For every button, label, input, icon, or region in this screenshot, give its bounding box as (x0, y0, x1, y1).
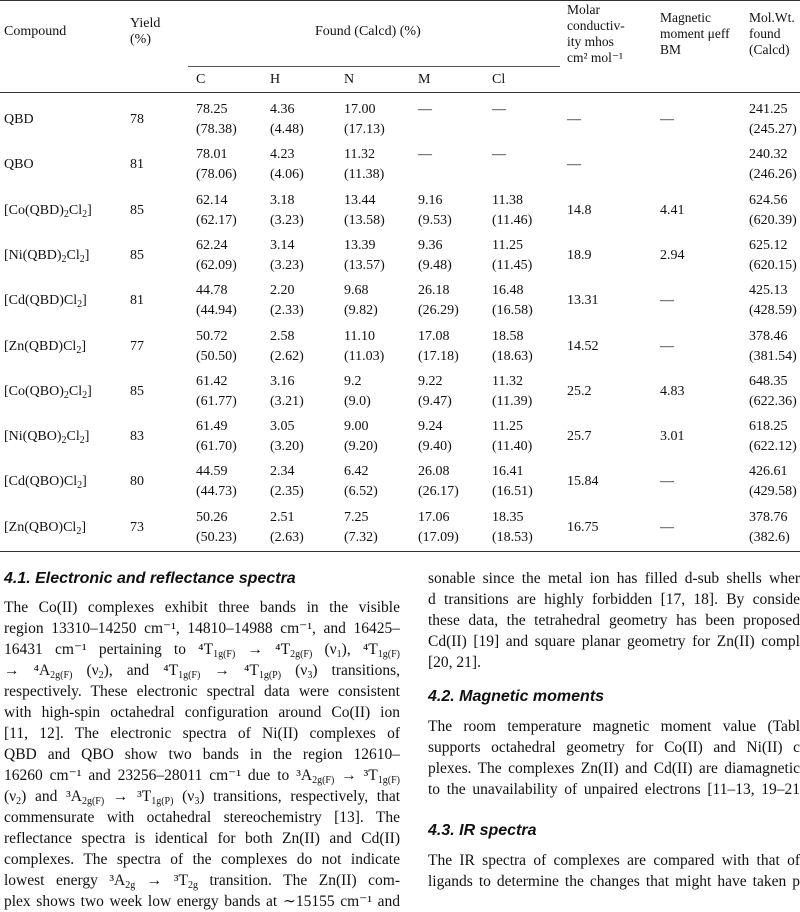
cell-c-found: 78.25 (196, 102, 228, 117)
paragraph-geometry (428, 568, 800, 673)
cell-yield: 73 (130, 519, 144, 535)
subheader-h: H (270, 72, 281, 87)
cell-c-calcd: (44.94) (196, 303, 237, 319)
cell-m-found: 17.08 (418, 328, 450, 344)
cell-n-calcd: (9.82) (344, 303, 378, 319)
cell-h-found: 3.16 (270, 373, 295, 389)
cell-h-found: 2.58 (270, 328, 295, 344)
text-line: to the unavailability of unpaired electrons [11–13, 19–21 (428, 781, 800, 798)
cell-n-calcd: (11.38) (344, 167, 385, 183)
cell-h-calcd: (3.21) (270, 393, 304, 409)
table-top-rule (0, 0, 800, 1)
cell-compound: $[Cd(QBD)Cl_2]$ (4, 293, 87, 311)
cell-cl-calcd: (11.45) (492, 257, 533, 273)
cell-n-found: 9.68 (344, 283, 369, 299)
header-molar-conductivity: Molar conductiv- ity mhos cm² mol⁻¹ (567, 2, 625, 65)
cell-cl-calcd: (16.51) (492, 484, 533, 500)
cell-n-calcd: (6.52) (344, 484, 378, 500)
paragraph-electronic-spectra (4, 597, 400, 912)
table-row (0, 234, 800, 279)
cell-mw-calcd: (429.58) (749, 484, 797, 500)
cell-molar: 25.7 (567, 429, 592, 445)
cell-yield: 80 (130, 474, 144, 490)
cell-c-found: 62.24 (196, 237, 228, 253)
cell-mag: — (660, 519, 674, 535)
cell-yield: 81 (130, 293, 144, 309)
text-line: 16260 cm⁻¹ and 23256–28011 cm⁻¹ due to $^3A_{2g(F)} \to ^3T_{1g(F)}$ (4, 767, 400, 786)
found-subheader-rule (188, 66, 560, 67)
header-compound: Compound (4, 24, 67, 39)
cell-mag: — (660, 338, 674, 354)
cell-molar: 13.31 (567, 293, 599, 309)
cell-m-found: 26.18 (418, 283, 450, 299)
cell-mw-found: 378.76 (749, 509, 788, 525)
cell-h-calcd: (4.48) (270, 122, 304, 137)
cell-mw-calcd: (622.12) (749, 439, 797, 455)
cell-molar: 14.52 (567, 338, 599, 354)
cell-mag: — (660, 112, 674, 127)
cell-n-found: 6.42 (344, 464, 369, 480)
cell-n-calcd: (7.32) (344, 529, 378, 545)
cell-compound: $[Ni(QBO)_2Cl_2]$ (4, 429, 90, 447)
text-line: The IR spectra of complexes are compared with that of (428, 852, 800, 869)
cell-c-calcd: (44.73) (196, 484, 237, 500)
cell-compound: $[Ni(QBD)_2Cl_2]$ (4, 247, 90, 265)
cell-m-calcd: (17.09) (418, 529, 459, 545)
cell-mw-calcd: (245.27) (749, 122, 797, 137)
text-line: d transitions are highly forbidden [17, 18]. By conside (428, 591, 800, 608)
cell-n-calcd: (13.57) (344, 257, 385, 273)
cell-mag: 4.83 (660, 383, 685, 399)
cell-mw-found: 426.61 (749, 464, 788, 480)
header-mol-wt: Mol.Wt. found (Calcd) (749, 10, 795, 57)
subheader-c: C (196, 72, 206, 87)
cell-cl-found: 18.35 (492, 509, 524, 525)
cell-yield: 78 (130, 112, 144, 127)
cell-c-found: 44.78 (196, 283, 228, 299)
text-line: these data, the tetrahedral geometry has been proposed (428, 612, 800, 629)
cell-h-calcd: (4.06) (270, 167, 304, 183)
cell-cl-calcd: (11.40) (492, 439, 533, 455)
text-line: complexes. The spectra of the complexes do not indicate (4, 851, 400, 868)
cell-h-found: 2.20 (270, 283, 295, 299)
cell-h-calcd: (2.62) (270, 348, 304, 364)
cell-c-calcd: (61.70) (196, 439, 237, 455)
cell-mw-calcd: (381.54) (749, 348, 797, 364)
cell-m-calcd: (26.29) (418, 303, 459, 319)
cell-compound: $[Zn(QBD)Cl_2]$ (4, 338, 86, 356)
text-line: The Co(II) complexes exhibit three bands in the visible (4, 599, 400, 616)
cell-cl-found: — (492, 147, 506, 163)
header-bottom-rule (0, 92, 800, 93)
cell-mw-found: 624.56 (749, 192, 788, 208)
paragraph-magnetic-moments (428, 716, 800, 800)
cell-c-found: 61.49 (196, 419, 228, 435)
cell-cl-calcd: (18.53) (492, 529, 533, 545)
cell-n-found: 7.25 (344, 509, 369, 525)
cell-mw-calcd: (620.39) (749, 212, 797, 228)
table-row (0, 325, 800, 370)
cell-h-found: 3.14 (270, 237, 295, 253)
cell-compound: $[Co(QBD)_2Cl_2]$ (4, 202, 92, 220)
cell-yield: 81 (130, 157, 144, 173)
cell-mw-calcd: (622.36) (749, 393, 797, 409)
cell-h-calcd: (3.23) (270, 212, 304, 228)
cell-compound: $[Cd(QBO)Cl_2]$ (4, 474, 87, 492)
cell-mw-calcd: (620.15) (749, 257, 797, 273)
cell-n-calcd: (11.03) (344, 348, 385, 364)
text-line: QBD and QBO show two bands in the region 12610– (4, 746, 400, 763)
cell-n-found: 11.10 (344, 328, 375, 344)
cell-n-found: 13.39 (344, 237, 376, 253)
subheader-n: N (344, 72, 355, 87)
cell-h-calcd: (3.20) (270, 439, 304, 455)
section-heading-ir: 4.3. IR spectra (428, 822, 537, 839)
cell-c-found: 44.59 (196, 464, 228, 480)
cell-m-found: 9.36 (418, 237, 443, 253)
cell-c-found: 78.01 (196, 147, 228, 163)
cell-mw-found: 241.25 (749, 102, 788, 117)
cell-h-found: 4.36 (270, 102, 295, 117)
cell-cl-found: — (492, 102, 506, 117)
text-line: 16431 cm⁻¹ pertaining to $^4T_{1g(F)} \to ^4T_{2g(F)}$ $(\nu_1)$, $^4T_{1g(F)}$ (4, 641, 400, 660)
cell-m-found: 26.08 (418, 464, 450, 480)
table-row (0, 370, 800, 415)
cell-h-found: 3.05 (270, 419, 295, 435)
header-found: Found (Calcd) (%) (315, 24, 421, 39)
cell-m-found: — (418, 102, 432, 117)
cell-n-calcd: (17.13) (344, 122, 385, 137)
cell-c-calcd: (78.06) (196, 167, 237, 183)
cell-m-calcd: (9.53) (418, 212, 452, 228)
text-line: with high-spin octahedral configuration around Co(II) ion (4, 704, 400, 721)
text-line: region 13310–14250 cm⁻¹, 14810–14988 cm⁻¹, and 16425– (4, 620, 400, 637)
cell-n-found: 17.00 (344, 102, 376, 117)
cell-cl-found: 11.32 (492, 373, 523, 389)
text-line: reflectance spectra is identical for both Zn(II) and Cd(II) (4, 830, 400, 847)
paragraph-ir-spectra (428, 850, 800, 892)
cell-compound: $[Co(QBO)_2Cl_2]$ (4, 383, 92, 401)
cell-c-calcd: (50.50) (196, 348, 237, 364)
cell-h-found: 2.51 (270, 509, 295, 525)
cell-c-calcd: (61.77) (196, 393, 237, 409)
cell-yield: 77 (130, 338, 144, 354)
cell-m-found: 9.16 (418, 192, 443, 208)
cell-cl-found: 11.25 (492, 237, 523, 253)
cell-mw-found: 378.46 (749, 328, 788, 344)
cell-molar: 25.2 (567, 383, 592, 399)
header-yield: Yield (%) (130, 16, 161, 47)
cell-mw-found: 240.32 (749, 147, 788, 163)
subheader-m: M (418, 72, 431, 87)
cell-molar: — (567, 112, 581, 127)
cell-yield: 85 (130, 202, 144, 218)
cell-m-calcd: (17.18) (418, 348, 459, 364)
table-row (0, 189, 800, 234)
cell-mw-found: 625.12 (749, 237, 788, 253)
cell-cl-calcd: (11.46) (492, 212, 533, 228)
cell-h-calcd: (2.33) (270, 303, 304, 319)
cell-mw-calcd: (382.6) (749, 529, 790, 545)
cell-compound: $[Zn(QBO)Cl_2]$ (4, 519, 86, 537)
text-line: ligands to determine the changes that might have taken p (428, 873, 800, 890)
cell-cl-found: 16.48 (492, 283, 524, 299)
cell-cl-found: 11.38 (492, 192, 523, 208)
cell-molar: 14.8 (567, 202, 592, 218)
cell-mw-found: 648.35 (749, 373, 788, 389)
cell-m-calcd: (9.40) (418, 439, 452, 455)
cell-mag: 4.41 (660, 202, 685, 218)
cell-molar: 15.84 (567, 474, 599, 490)
cell-compound: QBD (4, 112, 34, 127)
cell-n-found: 13.44 (344, 192, 376, 208)
text-line: [11, 12]. The electronic spectra of Ni(II) complexes of (4, 725, 400, 742)
text-line: → $^4A_{2g(F)}$ $(\nu_2)$, and $^4T_{1g(F)} \to ^4T_{1g(P)}$ $(\nu_3)$ transitions, (4, 662, 400, 681)
cell-yield: 85 (130, 247, 144, 263)
cell-m-calcd: (9.48) (418, 257, 452, 273)
cell-mw-calcd: (246.26) (749, 167, 797, 183)
cell-m-found: 9.24 (418, 419, 443, 435)
cell-c-calcd: (50.23) (196, 529, 237, 545)
cell-h-calcd: (2.35) (270, 484, 304, 500)
table-row (0, 98, 800, 143)
cell-n-calcd: (9.20) (344, 439, 378, 455)
cell-c-calcd: (62.09) (196, 257, 237, 273)
text-line: respectively. These electronic spectral data were consistent (4, 683, 400, 700)
text-line: Cd(II) [19] and square planar geometry for Zn(II) compl (428, 633, 800, 650)
cell-n-found: 11.32 (344, 147, 375, 163)
cell-c-found: 50.26 (196, 509, 228, 525)
cell-m-found: — (418, 147, 432, 163)
section-heading-magnetic: 4.2. Magnetic moments (428, 688, 605, 705)
text-line: $(\nu_2)$ and $^3A_{2g(F)} \to ^3T_{1g(P)}$ $(\nu_3)$ transitions, respectively, that (4, 788, 400, 807)
cell-c-found: 62.14 (196, 192, 228, 208)
text-line: commensurate with octahedral stereochemistry [13]. The (4, 809, 400, 826)
cell-m-found: 9.22 (418, 373, 443, 389)
table-row (0, 279, 800, 324)
cell-m-found: 17.06 (418, 509, 450, 525)
cell-cl-calcd: (16.58) (492, 303, 533, 319)
cell-m-calcd: (9.47) (418, 393, 452, 409)
table-row (0, 506, 800, 551)
cell-c-calcd: (78.38) (196, 122, 237, 137)
cell-yield: 83 (130, 429, 144, 445)
section-heading-electronic: 4.1. Electronic and reflectance spectra (4, 570, 296, 587)
text-line: [20, 21]. (428, 654, 481, 671)
cell-m-calcd: (26.17) (418, 484, 459, 500)
cell-c-found: 50.72 (196, 328, 228, 344)
cell-cl-calcd: (18.63) (492, 348, 533, 364)
table-row (0, 460, 800, 505)
text-line: sonable since the metal ion has filled d-sub shells wher (428, 570, 800, 587)
cell-mag: 3.01 (660, 429, 685, 445)
table-bottom-rule (0, 551, 800, 552)
cell-h-found: 3.18 (270, 192, 295, 208)
cell-cl-calcd: (11.39) (492, 393, 533, 409)
cell-yield: 85 (130, 383, 144, 399)
cell-h-found: 4.23 (270, 147, 295, 163)
text-line: plexes. The complexes Zn(II) and Cd(II) are diamagnetic (428, 760, 800, 777)
cell-n-found: 9.2 (344, 373, 362, 389)
header-magnetic-moment: Magnetic moment μeff BM (660, 10, 730, 57)
cell-molar: 18.9 (567, 247, 592, 263)
cell-cl-found: 16.41 (492, 464, 524, 480)
cell-mw-found: 618.25 (749, 419, 788, 435)
cell-n-calcd: (13.58) (344, 212, 385, 228)
cell-mw-found: 425.13 (749, 283, 788, 299)
cell-n-calcd: (9.0) (344, 393, 371, 409)
cell-cl-found: 11.25 (492, 419, 523, 435)
text-line: supports octahedral geometry for Co(II) and Ni(II) c (428, 739, 800, 756)
text-line: lowest energy $^3A_{2g} \to ^3T_{2g}$ transition. The Zn(II) com- (4, 872, 400, 891)
cell-compound: QBO (4, 157, 34, 173)
text-line: plex shows two week low energy bands at ∼15155 cm⁻¹ and (4, 893, 400, 910)
text-line: The room temperature magnetic moment value (Tabl (428, 718, 800, 735)
cell-c-found: 61.42 (196, 373, 228, 389)
cell-mw-calcd: (428.59) (749, 303, 797, 319)
cell-molar: — (567, 157, 581, 173)
table-row (0, 415, 800, 460)
table-row (0, 143, 800, 188)
cell-mag: — (660, 474, 674, 490)
subheader-cl: Cl (492, 72, 506, 87)
cell-h-calcd: (2.63) (270, 529, 304, 545)
cell-c-calcd: (62.17) (196, 212, 237, 228)
cell-molar: 16.75 (567, 519, 599, 535)
cell-h-calcd: (3.23) (270, 257, 304, 273)
cell-cl-found: 18.58 (492, 328, 524, 344)
cell-mag: 2.94 (660, 247, 685, 263)
cell-h-found: 2.34 (270, 464, 295, 480)
cell-n-found: 9.00 (344, 419, 369, 435)
cell-mag: — (660, 293, 674, 309)
